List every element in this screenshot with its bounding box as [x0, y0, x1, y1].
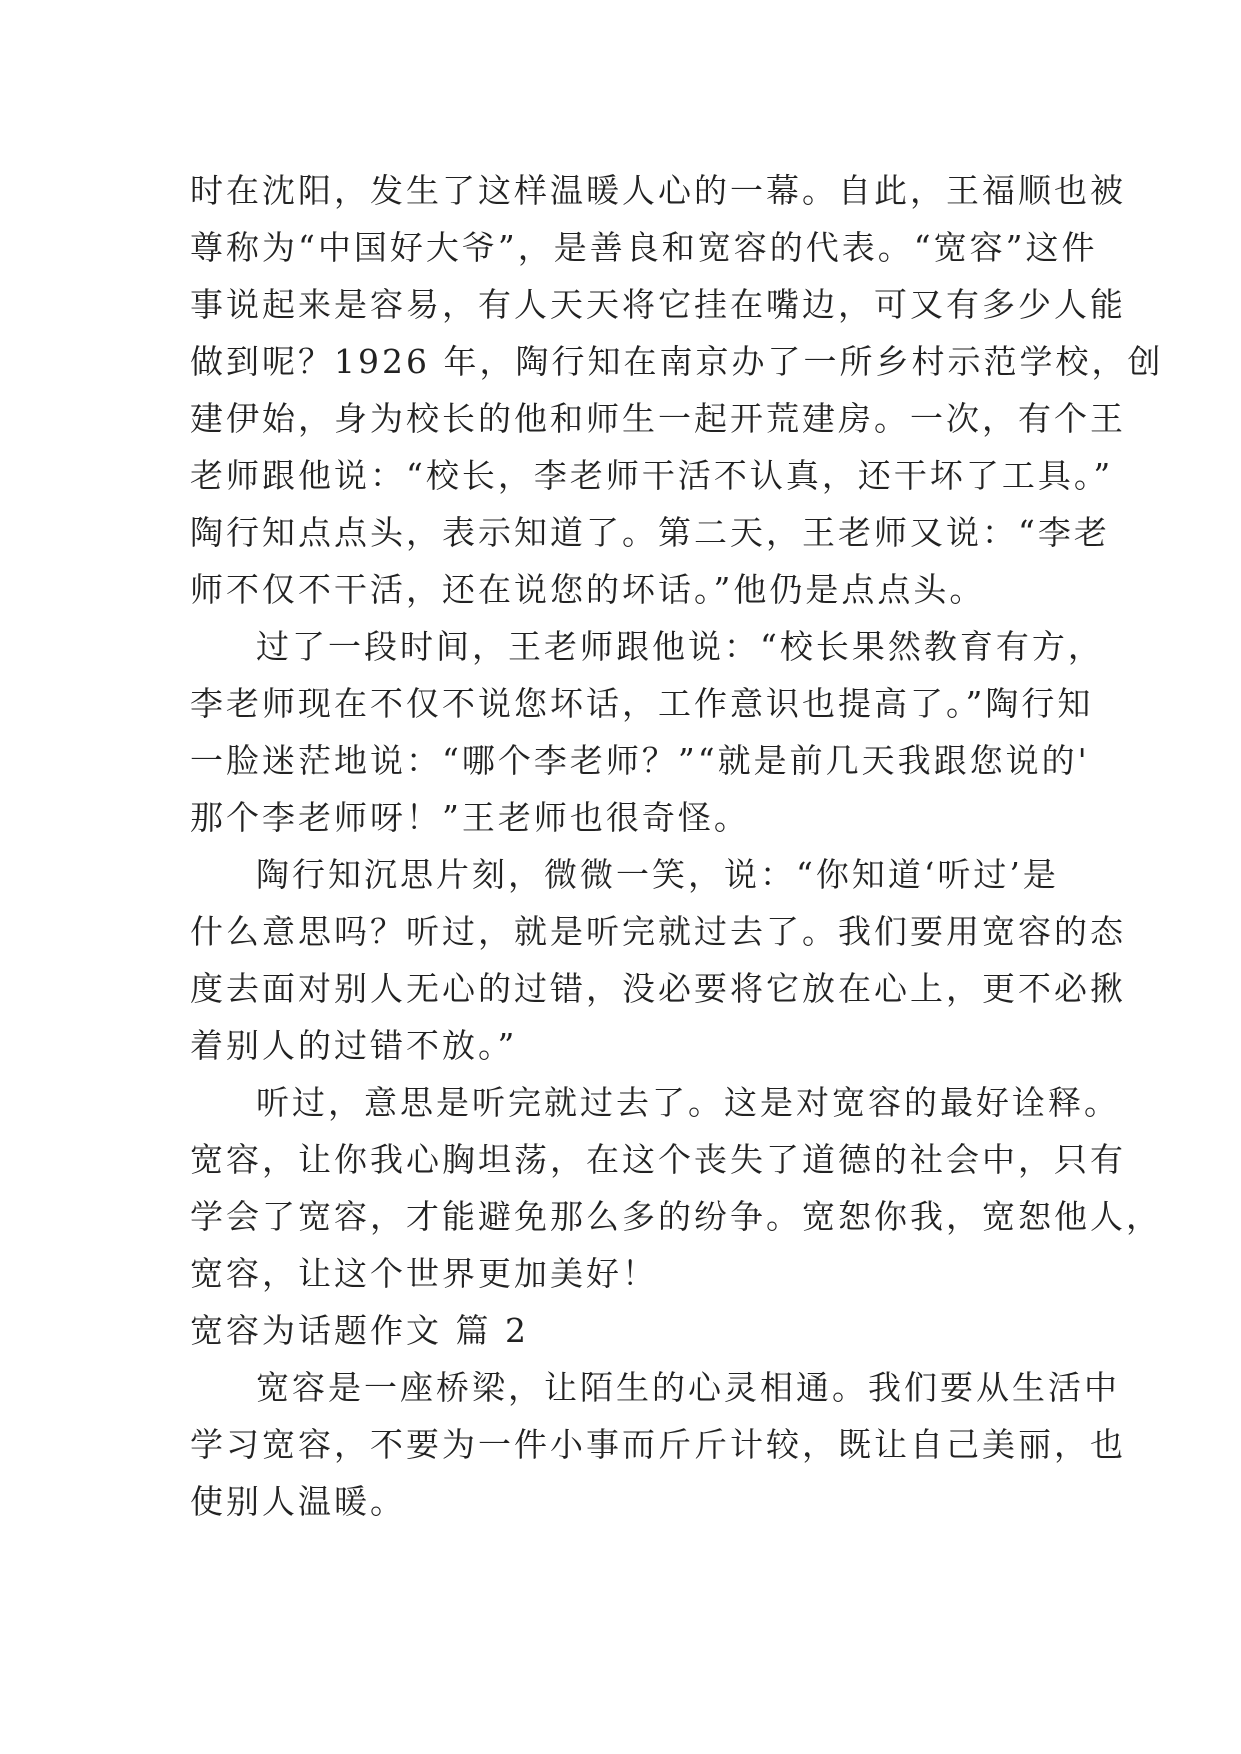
- text-line: 使别人温暖。: [190, 1482, 406, 1521]
- text-line: 建伊始，身为校长的他和师生一起开荒建房。一次，有个王: [190, 399, 1126, 438]
- text-line: 老师跟他说：“校长，李老师干活不认真，还干坏了工具。”: [190, 456, 1114, 495]
- text-line: 那个李老师呀！”王老师也很奇怪。: [190, 798, 750, 837]
- text-line: 宽容，让这个世界更加美好！: [190, 1254, 658, 1293]
- text-line: 学习宽容，不要为一件小事而斤斤计较，既让自己美丽，也: [190, 1425, 1126, 1464]
- text-line: 陶行知点点头，表示知道了。第二天，王老师又说：“李老: [190, 513, 1110, 552]
- text-line: 一脸迷茫地说：“哪个李老师？”“就是前几天我跟您说的': [190, 741, 1090, 780]
- text-line: 学会了宽容，才能避免那么多的纷争。宽恕你我，宽恕他人，: [190, 1197, 1162, 1236]
- paragraph-start-line: 过了一段时间，王老师跟他说：“校长果然教育有方，: [256, 627, 1104, 666]
- text-line: 做到呢？1926 年，陶行知在南京办了一所乡村示范学校，创: [190, 342, 1164, 381]
- paragraph-start-line: 宽容是一座桥梁，让陌生的心灵相通。我们要从生活中: [256, 1368, 1120, 1407]
- text-line: 什么意思吗？听过，就是听完就过去了。我们要用宽容的态: [190, 912, 1126, 951]
- text-line: 度去面对别人无心的过错，没必要将它放在心上，更不必揪: [190, 969, 1126, 1008]
- paragraph-start-line: 陶行知沉思片刻，微微一笑，说：“你知道‘听过’是: [256, 855, 1059, 894]
- text-line: 李老师现在不仅不说您坏话，工作意识也提高了。”陶行知: [190, 684, 1094, 723]
- text-line: 宽容，让你我心胸坦荡，在这个丧失了道德的社会中，只有: [190, 1140, 1126, 1179]
- paragraph-start-line: 听过，意思是听完就过去了。这是对宽容的最好诠释。: [256, 1083, 1120, 1122]
- text-line: 师不仅不干活，还在说您的坏话。”他仍是点点头。: [190, 570, 986, 609]
- text-line: 尊称为“中国好大爷”，是善良和宽容的代表。“宽容”这件: [190, 228, 1098, 267]
- text-line: 着别人的过错不放。”: [190, 1026, 518, 1065]
- text-line: 事说起来是容易，有人天天将它挂在嘴边，可又有多少人能: [190, 285, 1126, 324]
- text-line: 时在沈阳，发生了这样温暖人心的一幕。自此，王福顺也被: [190, 171, 1126, 210]
- section-heading: 宽容为话题作文 篇 2: [190, 1311, 529, 1350]
